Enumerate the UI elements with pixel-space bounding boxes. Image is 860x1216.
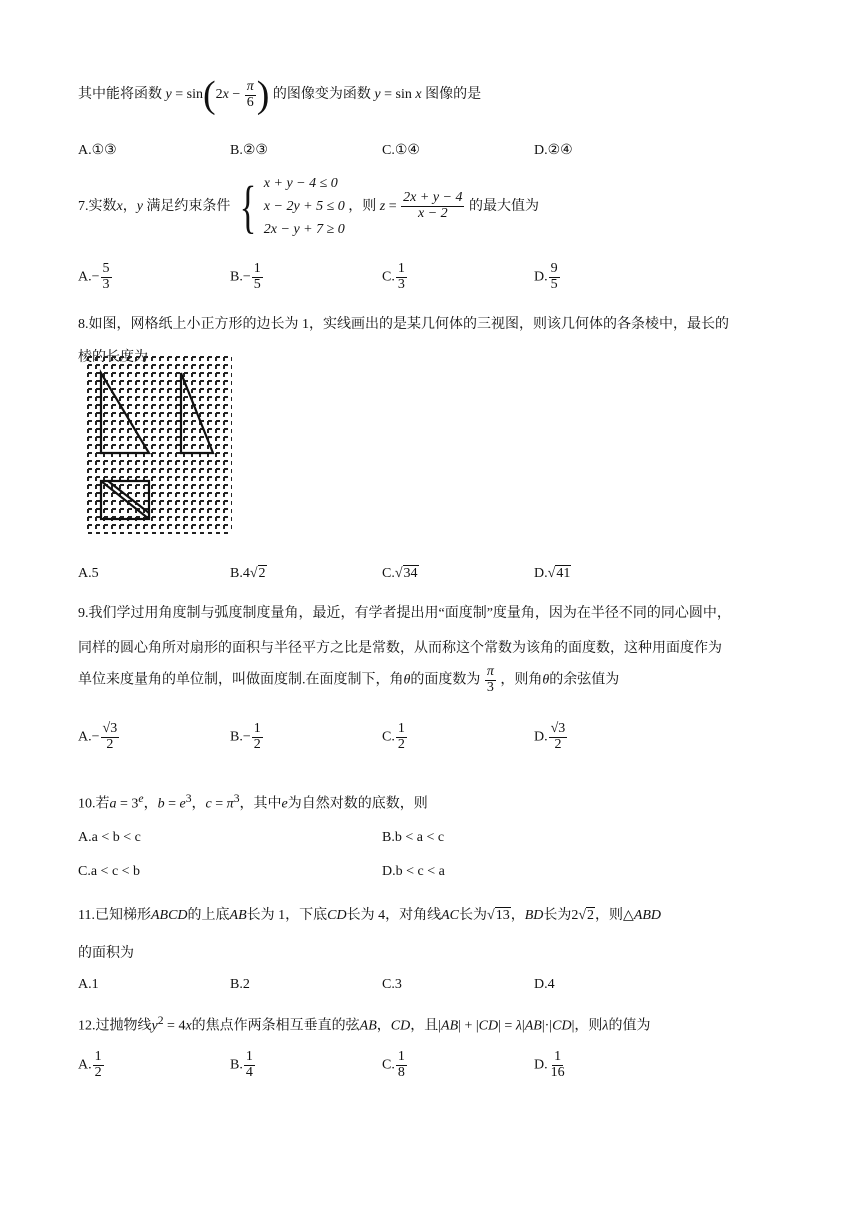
q9-stem-line2: 同样的圆心角所对扇形的面积与半径平方之比是常数，从而称这个常数为该角的面度数，这种用面度作为 [78, 641, 722, 656]
q8-option-c[interactable]: C.√34 [382, 566, 418, 581]
q7-stem: 7.实数x，y 满足约束条件 { x + y − 4 ≤ 0 x − 2y + 5 ≤ 0 2x − y + 7 ≥ 0 ，则 z = $\frac{2x + y - 4}{x - 2}$ 的最大值为 [78, 172, 539, 241]
q11-option-a[interactable]: A.1 [78, 977, 99, 992]
q9-option-c[interactable]: C. $\frac{1}{2}$ [382, 721, 405, 752]
q9-stem-line1: 9.我们学过用角度制与弧度制度量角，最近，有学者提出用“面度制”度量角，因为在半径不同的同心圆中， [78, 606, 731, 621]
q6-option-b[interactable]: B.②③ [230, 143, 268, 158]
q7-option-b[interactable]: B.− $\frac{1}{5}$ [230, 261, 261, 292]
q9-option-d[interactable]: D. $\frac{√3}{2}$ [534, 721, 566, 752]
q6-option-c[interactable]: C.①④ [382, 143, 420, 158]
q12-stem: 12.过抛物线$y^2 = 4x$的焦点作两条相互垂直的弦AB，CD，且|AB| + |CD| = λ|AB|·|CD|，则λ的值为 [78, 1014, 651, 1034]
q7-option-c[interactable]: C. $\frac{1}{3}$ [382, 261, 405, 292]
q10-option-a[interactable]: A.a < b < c [78, 830, 141, 845]
q10-stem: 10.若$a = 3^e$，$b = e^3$，$c = \pi^3$，其中e为自然对数的底数，则 [78, 792, 428, 812]
q10-option-b[interactable]: B.b < a < c [382, 830, 445, 845]
constraint-system: { x + y − 4 ≤ 0 x − 2y + 5 ≤ 0 2x − y + 7 ≥ 0 [239, 173, 345, 239]
q8-option-b[interactable]: B.4√2 [230, 566, 266, 581]
q9-option-a[interactable]: A.− $\frac{√3}{2}$ [78, 721, 118, 752]
q10-option-c[interactable]: C.a < c < b [78, 864, 141, 879]
q8-stem-line2: 棱的长度为 [78, 350, 148, 365]
q11-option-d[interactable]: D.4 [534, 977, 555, 992]
front-view-triangle [101, 373, 149, 453]
q9-option-b[interactable]: B.− $\frac{1}{2}$ [230, 721, 261, 752]
top-view-diagonal [101, 481, 149, 519]
q6-stem: 其中能将函数 y = sin(2x − $\frac{\pi}{6}$ ) 的图像变为函数 y = sin x 图像的是 [78, 74, 482, 116]
q7-option-a[interactable]: A.− $\frac{5}{3}$ [78, 261, 110, 292]
q7-option-d[interactable]: D. $\frac{9}{5}$ [534, 261, 558, 292]
q12-option-c[interactable]: C. $\frac{1}{8}$ [382, 1049, 405, 1080]
q8-option-a[interactable]: A.5 [78, 566, 99, 581]
q8-stem-line1: 8.如图，网格纸上小正方形的边长为 1，实线画出的是某几何体的三视图，则该几何体的各条棱中，最长的 [78, 317, 729, 332]
q12-option-b[interactable]: B. $\frac{1}{4}$ [230, 1049, 253, 1080]
q10-option-d[interactable]: D.b < c < a [382, 864, 445, 879]
q6-option-a[interactable]: A.①③ [78, 143, 117, 158]
q8-option-d[interactable]: D.√41 [534, 566, 571, 581]
three-view-grid-figure [86, 355, 232, 535]
q12-option-a[interactable]: A. $\frac{1}{2}$ [78, 1049, 102, 1080]
q6-option-d[interactable]: D.②④ [534, 143, 573, 158]
q11-option-b[interactable]: B.2 [230, 977, 250, 992]
q11-stem-line1: 11.已知梯形ABCD的上底AB长为 1，下底CD长为 4，对角线AC长为√13，BD长为2√2，则△ABD [78, 908, 662, 923]
q12-option-d[interactable]: D. $\frac{1}{16}$ [534, 1049, 565, 1080]
q9-stem-line3: 单位来度量角的单位制，叫做面度制.在面度制下，角θ的面度数为 $\frac{\pi}{3}$ ，则角θ的余弦值为 [78, 664, 620, 695]
q11-stem-line2: 的面积为 [78, 946, 134, 961]
q11-option-c[interactable]: C.3 [382, 977, 402, 992]
